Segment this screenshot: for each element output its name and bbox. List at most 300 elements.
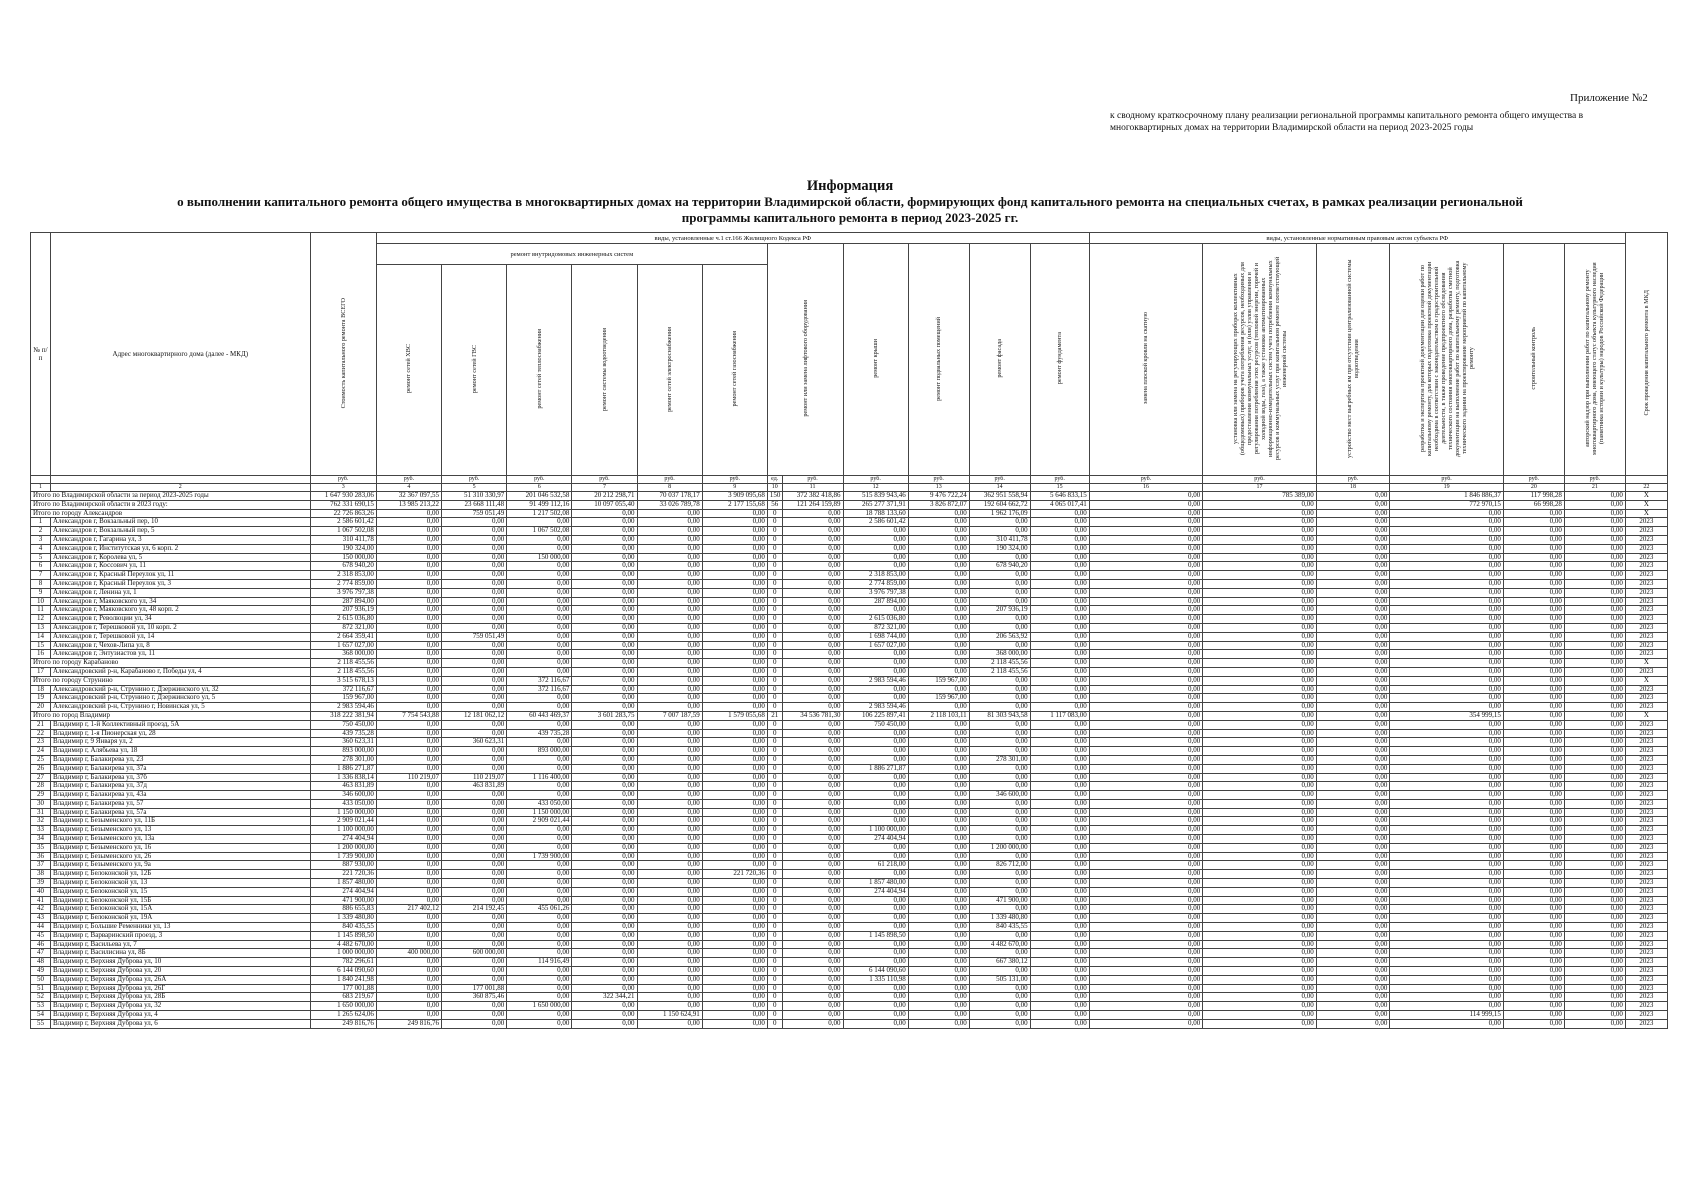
title-line-1: Информация [806,178,894,194]
row-value: 0,00 [1390,958,1504,967]
row-value: 0,00 [442,623,507,632]
row-value: 0,00 [1564,650,1625,659]
row-value: 110 219,07 [376,773,441,782]
row-value: 0,00 [1316,579,1390,588]
row-value: 0,00 [702,527,767,536]
row-number: 9 [31,588,51,597]
row-value: 0,00 [1503,852,1564,861]
row-value: 0,00 [572,527,637,536]
row-value: 463 831,89 [442,782,507,791]
row-value: 0,00 [1203,729,1317,738]
row-value: 0,00 [1316,949,1390,958]
row-value: 2023 [1625,835,1667,844]
row-value: 0,00 [1503,993,1564,1002]
row-value: 3 909 095,68 [702,492,767,501]
row-value: 20 212 298,71 [572,492,637,501]
row-value: 0,00 [1503,931,1564,940]
row-value: 0,00 [376,509,441,518]
row-value: 0,00 [1564,958,1625,967]
row-value: 0,00 [1390,606,1504,615]
row-value: 0,00 [1030,729,1089,738]
row-value: 0,00 [1316,720,1390,729]
row-value: 667 380,12 [969,958,1030,967]
column-number: 8 [637,484,702,492]
row-value: 0,00 [782,896,843,905]
row-value: 0,00 [572,896,637,905]
row-value: 0,00 [1316,940,1390,949]
row-value: 0,00 [1030,782,1089,791]
row-value: 0,00 [572,852,637,861]
row-value: 0,00 [782,509,843,518]
row-value: 0,00 [782,606,843,615]
row-value: 0,00 [1503,1002,1564,1011]
row-value: 0 [767,641,782,650]
row-value: 0,00 [1564,782,1625,791]
header-col-construction-control: строительный контроль [1503,244,1564,476]
row-value: 0 [767,1019,782,1028]
row-value: 0,00 [442,527,507,536]
row-value: 0,00 [1089,685,1203,694]
row-value: 455 061,26 [507,905,572,914]
row-value: 0,00 [1203,738,1317,747]
header-group-engineering: ремонт внутридомовых инженерных систем [376,244,767,265]
row-value: 0,00 [572,870,637,879]
row-value: 0,00 [1089,720,1203,729]
row-value: 0,00 [843,1019,908,1028]
subtotal-label: Итого по город Владимир [31,711,311,720]
row-value: 471 900,00 [969,896,1030,905]
row-value: 0,00 [1030,571,1089,580]
row-value: 0,00 [908,791,969,800]
row-number: 45 [31,931,51,940]
row-value: 0,00 [637,958,702,967]
row-value: 0,00 [1089,694,1203,703]
row-value: 0,00 [782,615,843,624]
row-value: 2023 [1625,826,1667,835]
row-value: 0,00 [1564,553,1625,562]
row-value: 0,00 [1564,685,1625,694]
row-value: 0,00 [702,720,767,729]
row-value: 2 586 601,42 [310,518,376,527]
row-value: 0,00 [637,729,702,738]
row-address: Александровский р-н, Струнино г, Новинская ул, 5 [50,703,310,712]
row-number: 54 [31,1011,51,1020]
row-value: 0,00 [1503,905,1564,914]
row-value: 0,00 [908,887,969,896]
row-value: 0,00 [376,870,441,879]
row-value: 0,00 [969,879,1030,888]
row-value: 0,00 [442,606,507,615]
table-row [31,527,1668,536]
row-number: 13 [31,623,51,632]
row-value: 5 646 833,15 [1030,492,1089,501]
row-value: 0,00 [1390,967,1504,976]
row-value: 0,00 [1503,553,1564,562]
row-number: 2 [31,527,51,536]
row-value: 0,00 [1316,711,1390,720]
row-number: 31 [31,808,51,817]
row-value: 0,00 [1564,984,1625,993]
row-value: 0,00 [1316,817,1390,826]
row-value: 0 [767,879,782,888]
row-value: 2023 [1625,896,1667,905]
row-value: 0,00 [782,993,843,1002]
row-value: 150 000,00 [310,553,376,562]
row-value: 0,00 [376,588,441,597]
row-value: 0,00 [1203,632,1317,641]
row-value: 0,00 [1503,984,1564,993]
row-value: 0,00 [782,940,843,949]
row-value: 0,00 [1089,492,1203,501]
row-value: 2023 [1625,641,1667,650]
row-value: 0,00 [572,808,637,817]
row-value: 0,00 [1316,782,1390,791]
row-value: 0,00 [1030,659,1089,668]
appendix-label: Приложение №2 [1570,92,1648,104]
row-value: 0,00 [702,975,767,984]
row-value: 0,00 [843,791,908,800]
row-value: 0,00 [908,799,969,808]
row-number: 34 [31,835,51,844]
row-value: 2023 [1625,905,1667,914]
row-value: 0,00 [637,509,702,518]
row-value: 2 909 021,44 [310,817,376,826]
row-value: 2023 [1625,931,1667,940]
row-value: 0,00 [1390,676,1504,685]
row-value: X [1625,711,1667,720]
row-value: 433 050,00 [310,799,376,808]
row-value: 0,00 [1089,870,1203,879]
row-value: 2023 [1625,773,1667,782]
row-number: 28 [31,782,51,791]
row-value: 0,00 [1030,773,1089,782]
row-value: 1 100 000,00 [843,826,908,835]
row-value: 0,00 [702,782,767,791]
row-value: 278 301,00 [969,755,1030,764]
row-value: 0,00 [1203,579,1317,588]
row-value: 0,00 [572,509,637,518]
row-value: 0,00 [843,914,908,923]
row-value: 0,00 [1203,571,1317,580]
row-value: 0,00 [507,579,572,588]
row-value: 0,00 [908,527,969,536]
row-value: X [1625,500,1667,509]
row-value: 759 051,49 [442,509,507,518]
row-value: 0,00 [782,931,843,940]
row-value: 0,00 [1203,1011,1317,1020]
row-value: 0,00 [1390,975,1504,984]
row-value: 0,00 [1030,949,1089,958]
row-value: 0,00 [1390,782,1504,791]
row-value: 0,00 [702,773,767,782]
row-address: Владимир г, Безыменского ул, 11Б [50,817,310,826]
row-value: 0,00 [969,799,1030,808]
row-value: 0,00 [1564,711,1625,720]
row-value: 0,00 [637,632,702,641]
row-value: 0,00 [843,808,908,817]
row-value: 0,00 [637,905,702,914]
header-total-cost: Стоимость капитального ремонта ВСЕГО [310,233,376,476]
row-value: 0 [767,905,782,914]
row-value: 2023 [1625,729,1667,738]
row-value: 177 001,88 [442,984,507,993]
row-value: 0,00 [782,791,843,800]
row-value: 0,00 [637,879,702,888]
row-value: 1 067 502,08 [507,527,572,536]
row-value: 0,00 [376,632,441,641]
row-value: 0,00 [1390,518,1504,527]
row-value: 0,00 [782,887,843,896]
row-value: 0,00 [376,659,441,668]
row-value: 0,00 [637,597,702,606]
row-value: 2 318 853,00 [843,571,908,580]
row-value: 0,00 [1390,659,1504,668]
row-value: 0,00 [442,923,507,932]
table-row [31,738,1668,747]
row-value: 2023 [1625,914,1667,923]
row-value: 287 894,00 [843,597,908,606]
row-value: 0,00 [1503,1019,1564,1028]
row-value: 106 225 897,41 [843,711,908,720]
row-value: 0,00 [507,738,572,747]
row-address: Владимир г, Балакирева ул, 37д [50,782,310,791]
row-value: 0,00 [908,879,969,888]
row-value: 0,00 [1203,597,1317,606]
row-address: Владимир г, Белоконской ул, 15А [50,905,310,914]
row-value: 0,00 [1203,949,1317,958]
row-value: 0,00 [1503,544,1564,553]
row-value: 61 218,00 [843,861,908,870]
row-value: 3 601 283,75 [572,711,637,720]
row-value: 0,00 [1503,949,1564,958]
row-value: 0,00 [843,606,908,615]
row-value: 192 604 662,72 [969,500,1030,509]
row-value: 360 875,46 [442,993,507,1002]
row-value: 0,00 [1564,843,1625,852]
row-value: 0,00 [843,659,908,668]
row-value: 0,00 [442,896,507,905]
row-value: 0,00 [1030,993,1089,1002]
row-value: 0,00 [1564,931,1625,940]
row-value: 368 000,00 [310,650,376,659]
row-value: 0,00 [1503,729,1564,738]
row-value: 0,00 [1089,896,1203,905]
row-value: 0,00 [1564,703,1625,712]
row-value: 0,00 [376,738,441,747]
row-value: 0,00 [1564,720,1625,729]
row-value: 0,00 [1316,685,1390,694]
row-number: 48 [31,958,51,967]
row-value: 2 118 455,56 [969,667,1030,676]
row-value: 0,00 [908,975,969,984]
row-value: 0,00 [1316,535,1390,544]
row-value: 0,00 [637,826,702,835]
unit-cell [31,476,51,484]
table-row [31,667,1668,676]
row-value: 2023 [1625,544,1667,553]
row-value: 0,00 [1316,887,1390,896]
row-value: 51 310 330,97 [442,492,507,501]
row-value: 0,00 [1203,967,1317,976]
table-row [31,588,1668,597]
row-value: 0,00 [1316,791,1390,800]
row-value: 0,00 [507,782,572,791]
units-row [31,476,1668,484]
row-value: 0,00 [1503,685,1564,694]
table-row [31,553,1668,562]
row-value: 0,00 [1316,852,1390,861]
table-row [31,606,1668,615]
row-value: 0,00 [1503,676,1564,685]
row-value: 0 [767,764,782,773]
row-value: 0,00 [1203,914,1317,923]
row-value: 0,00 [782,650,843,659]
header-col-term: Срок проведения капитального ремонта в МКД [1625,233,1667,476]
row-value: 0,00 [507,535,572,544]
row-value: 0,00 [1503,606,1564,615]
row-value: 0 [767,773,782,782]
row-value: 0,00 [702,958,767,967]
row-value: 0,00 [1089,535,1203,544]
row-value: 121 264 159,89 [782,500,843,509]
row-value: 2023 [1625,940,1667,949]
row-value: 0,00 [637,1019,702,1028]
row-value: 0,00 [1503,579,1564,588]
header-group-art166: виды, установленные ч.1 ст.166 Жилищного Кодекса РФ [376,233,1089,244]
row-value: 0,00 [908,650,969,659]
row-value: 0,00 [843,817,908,826]
row-value: 0,00 [1564,791,1625,800]
row-value: 2023 [1625,764,1667,773]
row-value: 0 [767,738,782,747]
row-value: 1 200 000,00 [969,843,1030,852]
row-value: 2023 [1625,527,1667,536]
row-value: 772 970,15 [1390,500,1504,509]
row-value: 0,00 [1390,993,1504,1002]
row-value: 372 116,67 [310,685,376,694]
row-value: 0,00 [572,835,637,844]
row-value: 0,00 [969,905,1030,914]
row-value: 0,00 [442,535,507,544]
row-value: X [1625,659,1667,668]
row-value: 0,00 [376,782,441,791]
row-value: 0,00 [908,729,969,738]
row-number: 32 [31,817,51,826]
header-col-hvs: ремонт сетей ХВС [376,265,441,476]
row-value: 0,00 [376,597,441,606]
row-value: 0,00 [782,755,843,764]
row-value: 0 [767,509,782,518]
row-value: 0,00 [1089,967,1203,976]
table-row [31,799,1668,808]
row-value: 0,00 [702,738,767,747]
row-value: 0,00 [572,588,637,597]
row-value: 0,00 [1030,835,1089,844]
row-value: 0,00 [1203,694,1317,703]
row-value: 0,00 [969,931,1030,940]
row-value: 0,00 [1564,579,1625,588]
row-value: 0,00 [376,527,441,536]
row-value: 0,00 [1089,861,1203,870]
row-value: 0,00 [572,887,637,896]
row-value: 0,00 [1089,667,1203,676]
row-value: 0,00 [572,729,637,738]
row-value: 0,00 [1030,623,1089,632]
column-number: 5 [442,484,507,492]
row-value: 0,00 [908,984,969,993]
row-value: 0,00 [782,703,843,712]
row-value: 0,00 [969,949,1030,958]
row-value: 66 998,28 [1503,500,1564,509]
row-value: 2 615 036,80 [310,615,376,624]
row-address: Владимир г, Верхняя Дуброва ул, 4 [50,1011,310,1020]
row-value: 0,00 [908,597,969,606]
row-value: 0,00 [637,773,702,782]
row-value: 1 857 480,00 [310,879,376,888]
column-number: 12 [843,484,908,492]
row-value: 2 318 853,00 [310,571,376,580]
row-value: 0,00 [1316,773,1390,782]
row-value: 0,00 [782,747,843,756]
row-value: 0,00 [1503,755,1564,764]
row-value: 0,00 [843,562,908,571]
row-number: 8 [31,579,51,588]
row-value: 0,00 [1203,623,1317,632]
row-value: 2 664 359,41 [310,632,376,641]
row-value: 0,00 [908,896,969,905]
row-value: 0,00 [376,764,441,773]
table-row [31,967,1668,976]
row-value: 0,00 [782,553,843,562]
row-value: 0,00 [1030,720,1089,729]
row-value: 439 735,28 [507,729,572,738]
row-number: 1 [31,518,51,527]
row-value: 0,00 [702,861,767,870]
row-value: 0,00 [572,738,637,747]
row-value: 0,00 [1203,870,1317,879]
row-value: 0,00 [908,843,969,852]
row-value: 0,00 [1316,1002,1390,1011]
column-number: 16 [1089,484,1203,492]
row-value: 0,00 [1390,791,1504,800]
row-value: 0,00 [969,887,1030,896]
row-value: 0,00 [507,984,572,993]
row-value: 0,00 [1316,509,1390,518]
row-value: 2023 [1625,720,1667,729]
row-value: 0,00 [702,1002,767,1011]
row-value: 0,00 [969,1011,1030,1020]
row-value: 1 116 400,00 [507,773,572,782]
row-address: Александровский р-н, Струнино г, Дзержинского ул, 32 [50,685,310,694]
row-value: 0,00 [442,826,507,835]
row-value: 0,00 [1030,914,1089,923]
row-number: 19 [31,694,51,703]
row-value: 0,00 [442,879,507,888]
row-value: 0,00 [908,1002,969,1011]
row-value: 1 650 000,00 [310,1002,376,1011]
row-value: 0,00 [702,843,767,852]
row-value: 0,00 [376,1002,441,1011]
table-row [31,615,1668,624]
row-value: 0,00 [572,826,637,835]
row-value: 0,00 [1316,641,1390,650]
row-value: 0,00 [843,755,908,764]
row-value: 0,00 [1503,703,1564,712]
row-value: 0,00 [782,967,843,976]
row-value: 0,00 [1503,615,1564,624]
row-value: 782 296,61 [310,958,376,967]
subtotal-label: Итого по городу Александров [31,509,311,518]
